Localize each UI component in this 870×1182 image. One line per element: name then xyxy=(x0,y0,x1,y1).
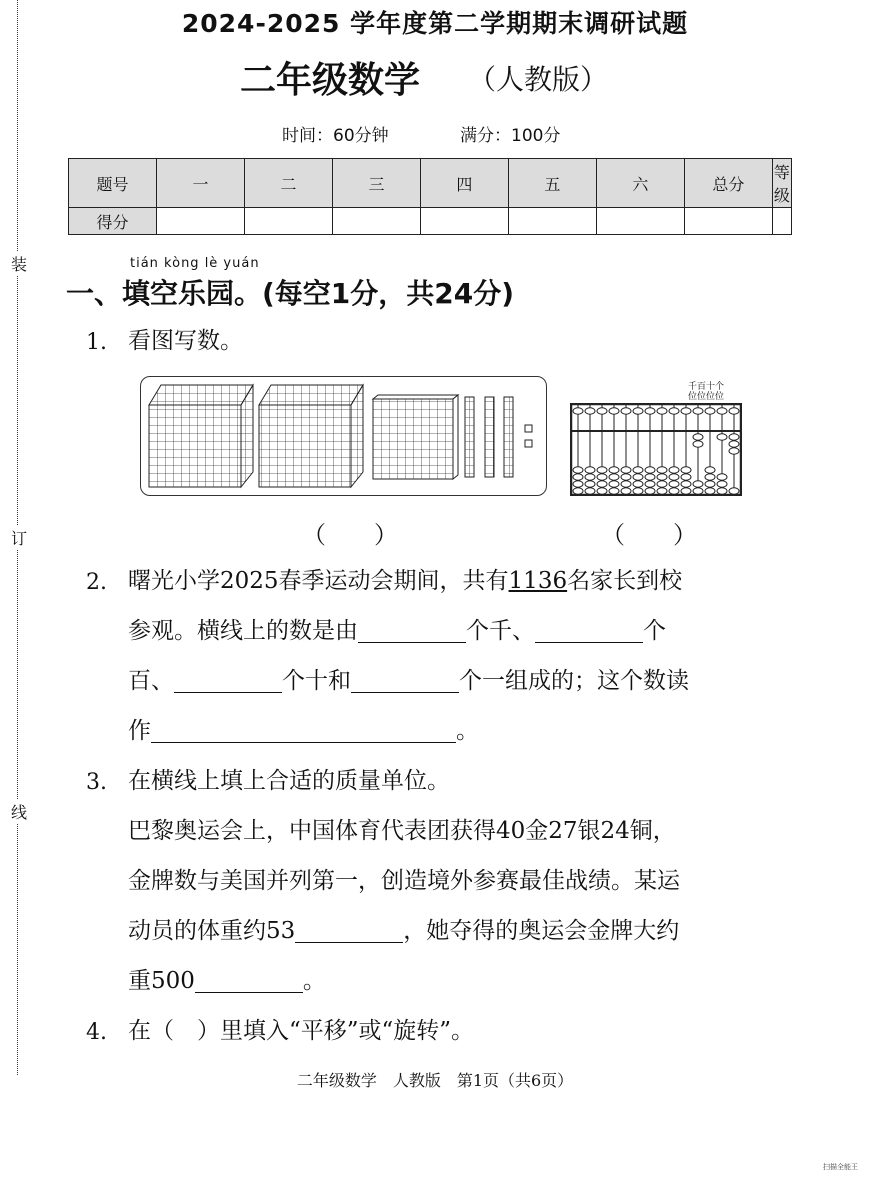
answer-blank[interactable] xyxy=(535,620,643,643)
abacus-bead xyxy=(729,488,739,494)
score-header-cell: 五 xyxy=(508,159,596,208)
edition-label: （人教版） xyxy=(468,63,609,96)
abacus-bead xyxy=(657,408,667,414)
question-line xyxy=(128,620,666,643)
question-text: 。 xyxy=(302,968,326,994)
abacus-bead xyxy=(609,481,619,487)
abacus-place-labels xyxy=(688,382,738,402)
abacus-bead xyxy=(609,474,619,480)
ten-rod xyxy=(485,397,494,477)
label-suffix: 位 xyxy=(706,392,716,402)
abacus-bead xyxy=(585,481,595,487)
score-header-cell: 二 xyxy=(244,159,332,208)
abacus-bead xyxy=(633,408,643,414)
score-cell[interactable] xyxy=(772,208,791,235)
abacus-svg xyxy=(570,403,742,496)
abacus-figure xyxy=(570,403,742,500)
abacus-bead xyxy=(705,408,715,414)
binding-mark-xian: 线 xyxy=(10,800,28,823)
scanner-logo: 扫描全能王 xyxy=(823,1163,858,1171)
question-text: 动员的体重约53 xyxy=(128,918,296,944)
abacus-bead xyxy=(645,408,655,414)
hundred-flat xyxy=(373,395,458,479)
abacus-bead xyxy=(693,441,703,447)
question-text: 个 xyxy=(643,618,666,644)
abacus-bead xyxy=(657,474,667,480)
question-text: ，她夺得的奥运会金牌大约 xyxy=(403,918,680,944)
abacus-bead xyxy=(597,474,607,480)
abacus-bead xyxy=(717,474,727,480)
label-ones: 个 xyxy=(715,382,725,392)
question-text: 重500 xyxy=(128,968,195,994)
exam-title: 2024-2025 学年度第二学期期末调研试题 xyxy=(181,9,689,38)
question-text: 看图写数。 xyxy=(128,328,243,354)
subject-title: 二年级数学 xyxy=(240,60,421,101)
section-title: 一、填空乐园。(每空1分，共24分) xyxy=(66,277,515,310)
ten-rod xyxy=(504,397,513,477)
label-suffix: 位 xyxy=(688,392,698,402)
abacus-bead xyxy=(597,467,607,473)
abacus-bead xyxy=(681,408,691,414)
abacus-bead xyxy=(681,488,691,494)
question-text: 巴黎奥运会上，中国体育代表团获得40金27银24铜， xyxy=(128,818,676,844)
abacus-bead xyxy=(705,481,715,487)
abacus-bead xyxy=(717,434,727,440)
abacus-bead xyxy=(705,488,715,494)
abacus-bead xyxy=(645,467,655,473)
abacus-bead xyxy=(633,467,643,473)
abacus-bead xyxy=(633,488,643,494)
binding-mark-zhuang: 装 xyxy=(10,252,28,275)
abacus-bead xyxy=(585,467,595,473)
abacus-bead xyxy=(693,408,703,414)
question-line xyxy=(128,970,326,993)
abacus-bead xyxy=(729,434,739,440)
abacus-bead xyxy=(597,488,607,494)
abacus-bead xyxy=(657,481,667,487)
score-cell[interactable] xyxy=(508,208,596,235)
abacus-bead xyxy=(705,467,715,473)
question-text: 曙光小学2025春季运动会期间，共有 xyxy=(128,568,509,594)
score-header-cell: 六 xyxy=(596,159,684,208)
question-line xyxy=(128,570,682,593)
question-line xyxy=(128,720,479,743)
score-cell[interactable] xyxy=(684,208,772,235)
score-table xyxy=(68,158,792,235)
page-footer: 二年级数学 人教版 第1页（共6页） xyxy=(296,1071,574,1090)
score-table-header-row xyxy=(69,159,792,208)
unit-cube xyxy=(525,440,532,447)
abacus-bead xyxy=(669,408,679,414)
abacus-bead xyxy=(573,474,583,480)
label-tens: 十 xyxy=(706,382,716,392)
question-number: 4. xyxy=(86,1020,107,1045)
question-line xyxy=(128,920,679,943)
score-row-label: 得分 xyxy=(69,208,157,235)
score-header-cell: 一 xyxy=(156,159,244,208)
underlined-number: 1136 xyxy=(508,568,568,594)
abacus-bead xyxy=(729,408,739,414)
abacus-bead xyxy=(633,474,643,480)
answer-blank[interactable] xyxy=(195,970,303,993)
abacus-bead xyxy=(597,481,607,487)
abacus-bead xyxy=(681,474,691,480)
question-text: 个千、 xyxy=(466,618,535,644)
abacus-bead xyxy=(621,408,631,414)
abacus-bead xyxy=(585,474,595,480)
abacus-bead xyxy=(669,474,679,480)
base-ten-blocks-figure xyxy=(140,376,547,496)
question-text: 。 xyxy=(456,718,479,744)
abacus-bead xyxy=(717,481,727,487)
abacus-bead xyxy=(621,467,631,473)
abacus-bead xyxy=(657,467,667,473)
abacus-bead xyxy=(609,488,619,494)
abacus-bead xyxy=(681,467,691,473)
score-header-cell: 总分 xyxy=(684,159,772,208)
score-cell[interactable] xyxy=(332,208,420,235)
abacus-bead xyxy=(645,481,655,487)
abacus-bead xyxy=(693,481,703,487)
question-text: 金牌数与美国并列第一，创造境外参赛最佳战绩。某运 xyxy=(128,868,680,894)
score-header-cell: 等级 xyxy=(772,159,791,208)
question-text: 百、 xyxy=(128,668,174,694)
question-text: 参观。横线上的数是由 xyxy=(128,618,358,644)
score-header-cell: 四 xyxy=(420,159,508,208)
question-text: 在横线上填上合适的质量单位。 xyxy=(128,768,450,794)
label-suffix: 位 xyxy=(715,392,725,402)
unit-cube xyxy=(525,425,532,432)
abacus-bead xyxy=(621,474,631,480)
abacus-bead xyxy=(693,434,703,440)
question-number: 1. xyxy=(86,330,107,355)
answer-paren-abacus[interactable]: （ ） xyxy=(601,521,697,549)
abacus-bead xyxy=(729,441,739,447)
question-text: 个十和 xyxy=(282,668,351,694)
abacus-bead xyxy=(681,481,691,487)
question-text: 在（ ）里填入“平移”或“旋转”。 xyxy=(128,1018,475,1044)
label-hundreds: 百 xyxy=(697,382,707,392)
score-cell[interactable] xyxy=(596,208,684,235)
base-ten-blocks-svg xyxy=(141,377,546,495)
abacus-bead xyxy=(705,474,715,480)
score-cell[interactable] xyxy=(244,208,332,235)
answer-paren-blocks[interactable]: （ ） xyxy=(302,521,398,549)
section-pinyin: tián kòng lè yuán xyxy=(130,256,260,271)
abacus-bead xyxy=(573,408,583,414)
abacus-bead xyxy=(669,467,679,473)
question-number: 2. xyxy=(86,570,107,595)
abacus-bead xyxy=(609,408,619,414)
score-header-cell: 题号 xyxy=(69,159,157,208)
score-cell[interactable] xyxy=(156,208,244,235)
answer-blank[interactable] xyxy=(295,920,403,943)
time-info: 时间：60分钟 xyxy=(282,126,389,146)
abacus-bead xyxy=(645,488,655,494)
abacus-bead xyxy=(585,408,595,414)
abacus-bead xyxy=(573,467,583,473)
abacus-bead xyxy=(657,488,667,494)
abacus-bead xyxy=(621,481,631,487)
question-text: 个一组成的；这个数读 xyxy=(459,668,689,694)
abacus-bead xyxy=(633,481,643,487)
abacus-bead xyxy=(621,488,631,494)
binding-mark-ding: 订 xyxy=(10,526,28,549)
ten-rod xyxy=(465,397,474,477)
score-cell[interactable] xyxy=(420,208,508,235)
abacus-bead xyxy=(693,488,703,494)
score-table-score-row xyxy=(69,208,792,235)
answer-blank[interactable] xyxy=(358,620,466,643)
label-suffix: 位 xyxy=(697,392,707,402)
abacus-bead xyxy=(573,488,583,494)
abacus-bead xyxy=(669,488,679,494)
abacus-bead xyxy=(573,481,583,487)
answer-blank[interactable] xyxy=(351,670,459,693)
question-text: 作 xyxy=(128,718,151,744)
question-line xyxy=(128,670,689,693)
abacus-bead xyxy=(597,408,607,414)
abacus-bead xyxy=(717,488,727,494)
abacus-bead xyxy=(717,408,727,414)
abacus-bead xyxy=(609,467,619,473)
abacus-bead xyxy=(669,481,679,487)
answer-blank[interactable] xyxy=(174,670,282,693)
thousand-cube xyxy=(259,385,363,487)
full-score-info: 满分：100分 xyxy=(460,126,561,146)
answer-blank[interactable] xyxy=(151,720,456,743)
question-text: 名家长到校 xyxy=(567,568,683,594)
thousand-cube xyxy=(149,385,253,487)
question-number: 3. xyxy=(86,770,107,795)
abacus-bead xyxy=(585,488,595,494)
score-header-cell: 三 xyxy=(332,159,420,208)
abacus-bead xyxy=(729,448,739,454)
label-thousands: 千 xyxy=(688,382,698,392)
abacus-bead xyxy=(645,474,655,480)
